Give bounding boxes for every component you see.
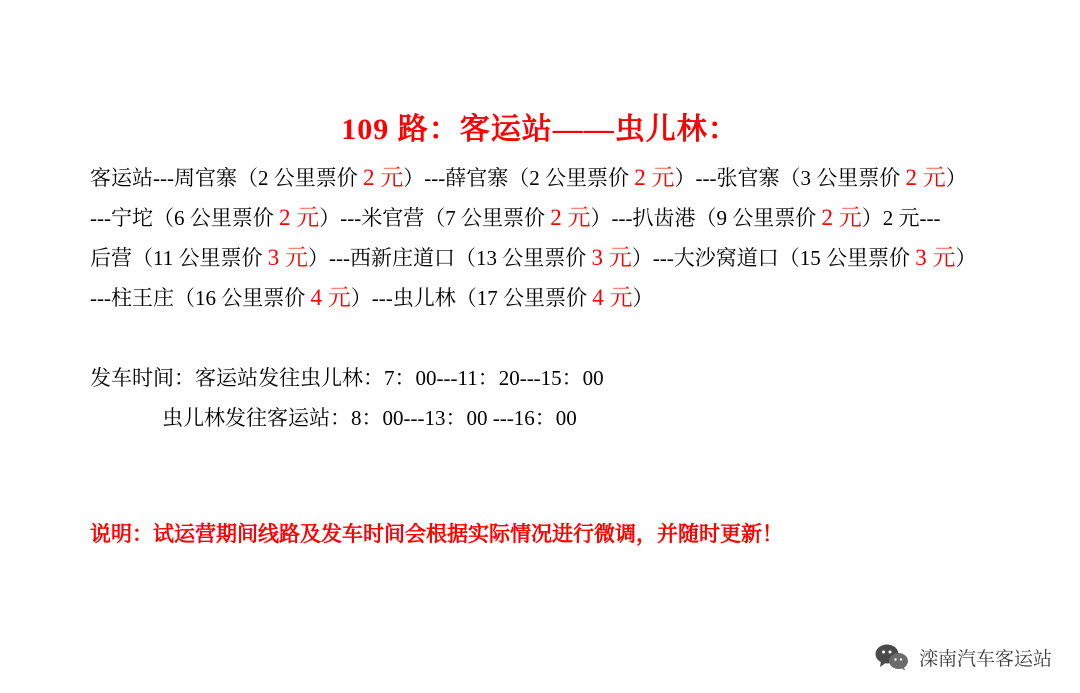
notice-text: 说明：试运营期间线路及发车时间会根据实际情况进行微调，并随时更新！ [90, 522, 783, 546]
fare-amount: 3 元 [267, 245, 308, 270]
route-text: ）---张官寨（3 公里票价 [674, 166, 906, 190]
route-text: ） [945, 166, 967, 190]
fare-amount: 2 元 [821, 205, 862, 230]
fare-amount: 2 元 [278, 205, 320, 230]
footer-label: 滦南汽车客运站 [918, 648, 1052, 670]
fare-amount: 2 元 [362, 165, 404, 190]
route-text: ） [632, 286, 654, 310]
route-line [90, 158, 1010, 198]
footer-brand [875, 643, 1052, 671]
route-line [90, 198, 1010, 238]
route-description [90, 158, 1010, 318]
schedule-outbound: 发车时间：客运站发往虫儿林：7：00---11：20---15：00 [90, 366, 604, 390]
route-text: ---宁坨（6 公里票价 [90, 206, 279, 230]
route-text: 后营（11 公里票价 [90, 246, 268, 270]
route-text: ）---米官营（7 公里票价 [319, 206, 551, 230]
route-text: ） [955, 246, 977, 270]
route-text: ）---大沙窝道口（15 公里票价 [631, 246, 916, 270]
fare-amount: 2 元 [905, 165, 946, 190]
route-text: 客运站---周官寨（2 公里票价 [90, 166, 363, 190]
route-line [90, 238, 1010, 278]
route-text: ）2 元--- [861, 206, 941, 230]
fare-amount: 3 元 [591, 245, 632, 270]
route-text: ）---扒齿港（9 公里票价 [590, 206, 822, 230]
wechat-icon [875, 643, 909, 671]
route-text: ）---西新庄道口（13 公里票价 [307, 246, 592, 270]
fare-amount: 2 元 [634, 165, 675, 190]
route-text: ---柱王庄（16 公里票价 [90, 286, 311, 310]
fare-amount: 4 元 [310, 285, 351, 310]
departure-schedule [90, 358, 1010, 438]
fare-amount: 2 元 [550, 205, 591, 230]
route-text: ）---虫儿林（17 公里票价 [350, 286, 593, 310]
route-line [90, 278, 1010, 318]
page-title: 109 路：客运站——虫儿林： [341, 113, 739, 146]
fare-amount: 3 元 [915, 245, 956, 270]
schedule-return: 虫儿林发往客运站：8：00---13：00 ---16：00 [162, 406, 577, 430]
route-text: ）---薛官寨（2 公里票价 [403, 166, 635, 190]
fare-amount: 4 元 [592, 285, 633, 310]
